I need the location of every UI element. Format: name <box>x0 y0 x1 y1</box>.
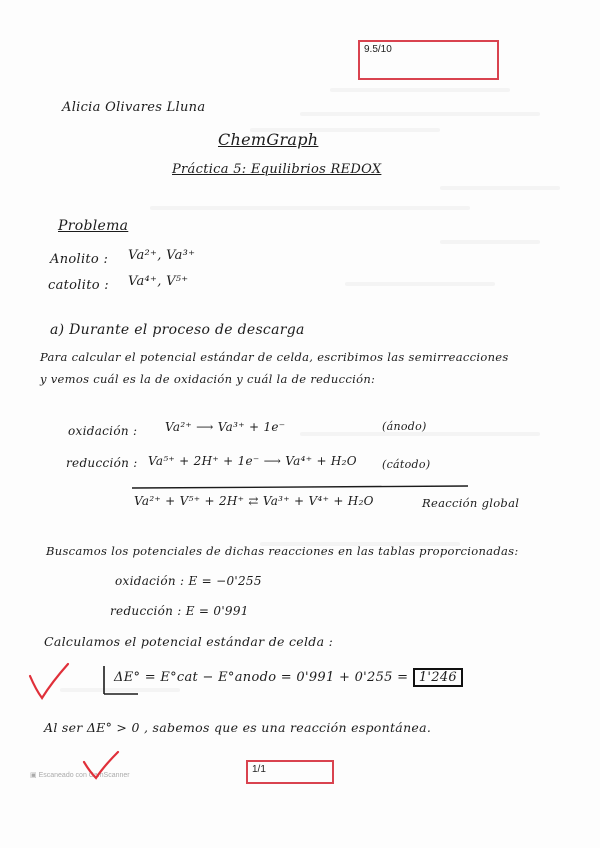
course-title: ChemGraph <box>218 130 319 149</box>
paragraph-line-2: y vemos cuál es la de oxidación y cuál la de reducción: <box>40 372 376 386</box>
check-mark-icon <box>84 752 118 778</box>
global-note: Reacción global <box>422 496 520 510</box>
paragraph-line-1: Para calcular el potencial estándar de celda, escribimos las semirreacciones <box>40 350 509 364</box>
scanner-logo-icon: ▣ <box>30 772 37 779</box>
oxidation-label: oxidación : <box>68 424 138 438</box>
formula-box-edge <box>104 666 138 694</box>
page-counter-text: 1/1 <box>252 764 266 775</box>
check-mark-icon <box>30 664 68 698</box>
reaction-sum-line <box>132 486 468 488</box>
catolito-label: catolito : <box>48 278 109 293</box>
anolito-species: Va²⁺, Va³⁺ <box>128 248 196 263</box>
grade-text: 9.5/10 <box>364 44 392 55</box>
anolito-label: Anolito : <box>50 252 109 267</box>
oxidation-equation: Va²⁺ ⟶ Va³⁺ + 1e⁻ <box>165 420 286 434</box>
author-name: Alicia Olivares Lluna <box>62 100 206 115</box>
catolito-species: Va⁴⁺, V⁵⁺ <box>128 274 189 289</box>
calc-paragraph: Calculamos el potencial estándar de celda : <box>44 634 334 649</box>
formula-text: ΔE° = E°cat − E°anodo = 0'991 + 0'255 = <box>114 670 409 685</box>
conclusion-text: Al ser ΔE° > 0 , sabemos que es una reacción espontánea. <box>44 720 432 735</box>
scanner-text: Escaneado con CamScanner <box>38 772 130 779</box>
practice-title: Práctica 5: Equilibrios REDOX <box>172 162 382 177</box>
global-equation: Va²⁺ + V⁵⁺ + 2H⁺ ⇄ Va³⁺ + V⁴⁺ + H₂O <box>134 494 374 508</box>
anode-note: (ánodo) <box>382 420 427 433</box>
search-paragraph: Buscamos los potenciales de dichas reacciones en las tablas proporcionadas: <box>46 544 519 558</box>
oxidation-potential: oxidación : E = −0'255 <box>115 574 262 588</box>
reduction-potential: reducción : E = 0'991 <box>110 604 249 618</box>
reduction-label: reducción : <box>66 456 138 470</box>
cathode-note: (cátodo) <box>382 458 431 471</box>
result-box: 1'246 <box>413 668 463 687</box>
section-heading: Problema <box>58 218 129 234</box>
part-a-heading: a) Durante el proceso de descarga <box>50 322 305 338</box>
reduction-equation: Va⁵⁺ + 2H⁺ + 1e⁻ ⟶ Va⁴⁺ + H₂O <box>148 454 357 468</box>
